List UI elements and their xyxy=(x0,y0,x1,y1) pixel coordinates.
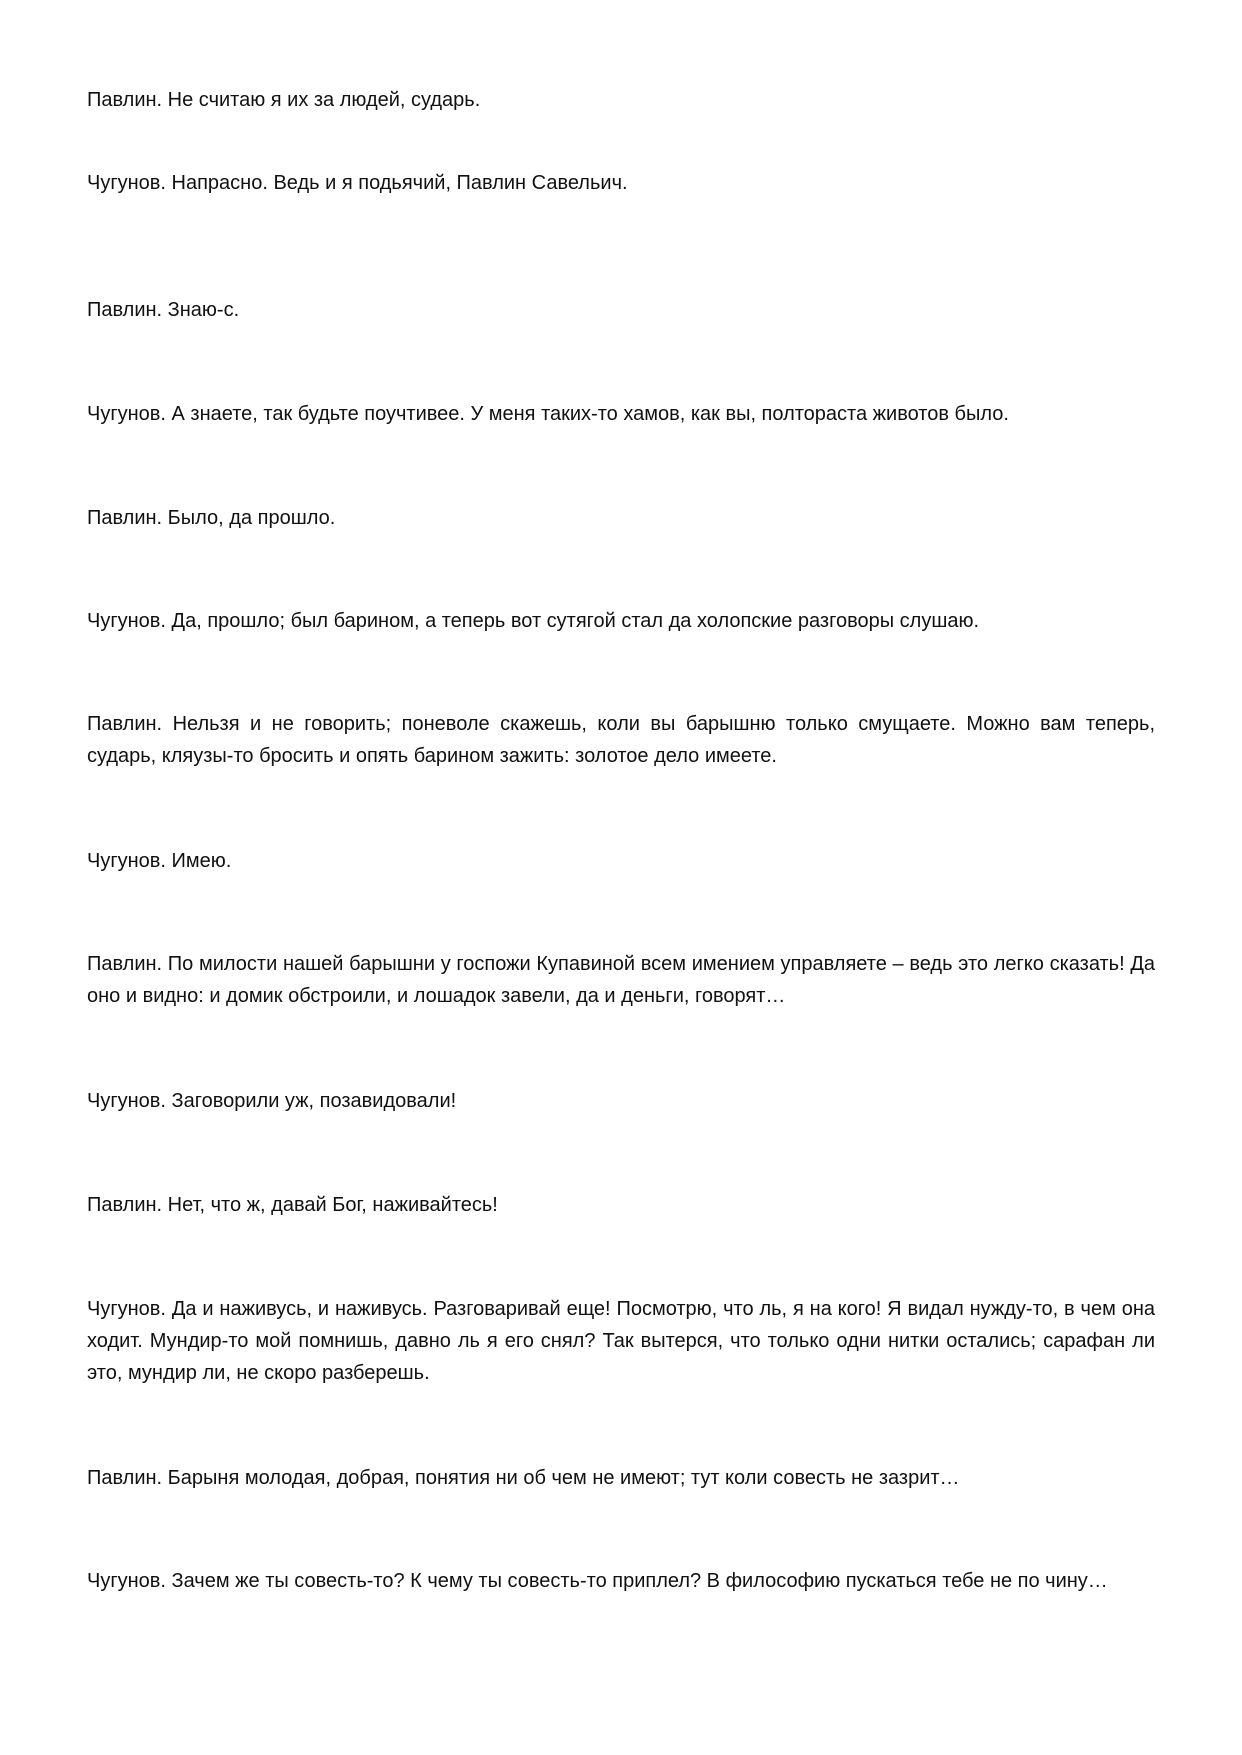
dialogue-line: Павлин. Знаю-с. xyxy=(87,299,240,321)
dialogue-line: Чугунов. Да и наживусь, и наживусь. Разговаривай еще! Посмотрю, что ль, я на кого! Я видал нужду-то, в чем она ходит. Мундир-то мой помнишь, давно ль я его снял? Так вытерся, что только одни нитки остались; сарафан ли это, мундир ли, не скоро разберешь. xyxy=(87,1298,1155,1384)
dialogue-line: Чугунов. Напрасно. Ведь и я подьячий, Павлин Савельич. xyxy=(87,172,628,194)
dialogue-line: Чугунов. А знаете, так будьте поучтивее. У меня таких-то хамов, как вы, полтораста животов было. xyxy=(87,403,1009,425)
dialogue-line: Павлин. Не считаю я их за людей, сударь. xyxy=(87,89,481,111)
dialogue-line: Павлин. Нет, что ж, давай Бог, наживайтесь! xyxy=(87,1194,498,1216)
dialogue-line: Чугунов. Зачем же ты совесть-то? К чему ты совесть-то приплел? В философию пускаться тебе не по чину… xyxy=(87,1570,1108,1592)
dialogue-line: Павлин. Было, да прошло. xyxy=(87,507,336,529)
dialogue-line: Чугунов. Имею. xyxy=(87,850,232,872)
dialogue-line: Павлин. По милости нашей барышни у госпожи Купавиной всем имением управляете – ведь это легко сказать! Да оно и видно: и домик обстроили, и лошадок завели, да и деньги, говорят… xyxy=(87,953,1155,1007)
dialogue-line: Павлин. Нельзя и не говорить; поневоле скажешь, коли вы барышню только смущаете. Можно вам теперь, сударь, кляузы-то бросить и опять барином зажить: золотое дело имеете. xyxy=(87,713,1155,767)
dialogue-line: Павлин. Барыня молодая, добрая, понятия ни об чем не имеют; тут коли совесть не зазрит… xyxy=(87,1467,960,1489)
dialogue-line: Чугунов. Заговорили уж, позавидовали! xyxy=(87,1090,457,1112)
dialogue-line: Чугунов. Да, прошло; был барином, а теперь вот сутягой стал да холопские разговоры слушаю. xyxy=(87,610,980,632)
